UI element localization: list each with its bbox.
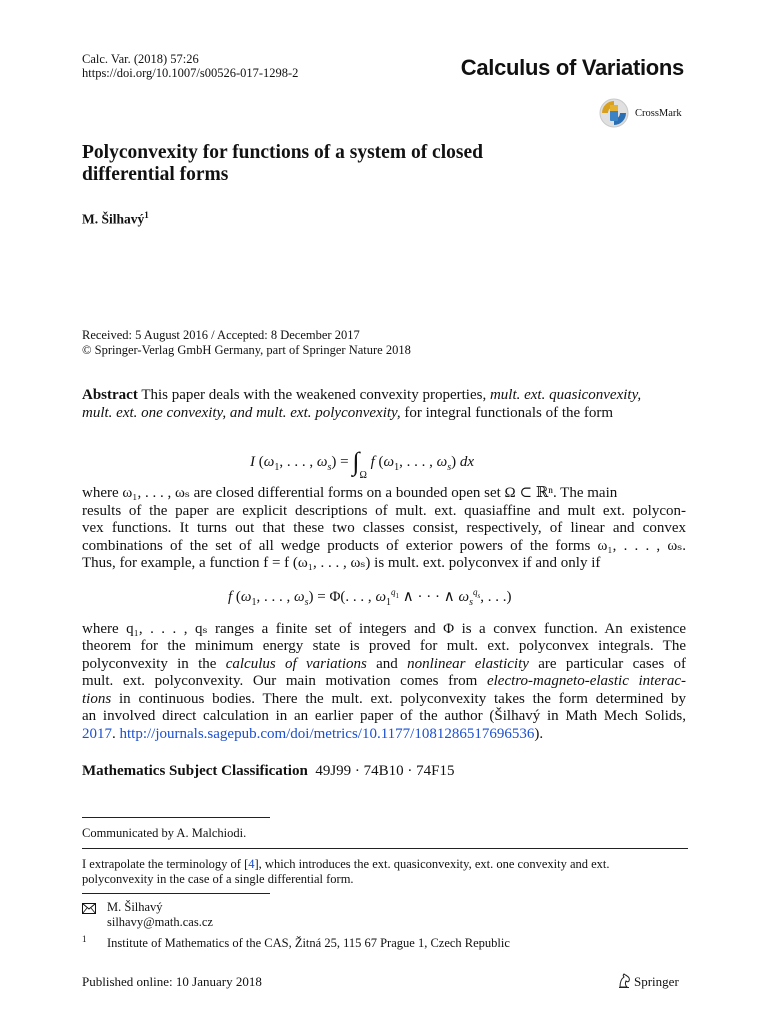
doi-link[interactable]: https://doi.org/10.1007/s00526-017-1298-2 [82,66,299,80]
affiliation-text: Institute of Mathematics of the CAS, Žitná 25, 115 67 Prague 1, Czech Republic [107,936,510,950]
abstract-p2-l2: results of the paper are explicit descriptions of mult. ext. quasiaffine and mult ext. polycon- [82,503,686,519]
terminology-note-l2: polyconvexity in the case of a single differential form. [82,872,354,886]
springer-horse-icon [617,973,632,989]
paper-title-line2: differential forms [82,164,229,185]
citation-year-link[interactable]: 2017 [82,726,112,742]
author-name [82,210,149,228]
communicated-by: Communicated by A. Malchiodi. [82,826,247,840]
abstract-p2-l1: where ω₁, . . . , ωₛ are closed differential forms on a bounded open set Ω ⊂ ℝⁿ. The main [82,485,618,501]
contact-rule [82,893,270,894]
abstract-p3-l7: 2017. http://journals.sagepub.com/doi/metrics/10.1177/1081286517696536). [82,726,544,742]
published-online-date: Published online: 10 January 2018 [82,974,262,989]
received-dates: Received: 5 August 2016 / Accepted: 8 December 2017 [82,328,360,342]
abstract-p3-l1: where q₁, . . . , qₛ ranges a finite set of integers and Φ is a convex function. An existence [82,621,686,637]
msc-label: Mathematics Subject Classification [82,763,308,779]
springer-logo-text: Springer [634,974,679,989]
abstract-text: for integral functionals of the form [404,405,614,421]
equation-functional: I ($\omega_1$, . . . , $\omega_s) = \int_\Omega$ f ($\omega_1$, . . . , $\omega_s$) dx [250,447,475,481]
contact-email[interactable]: silhavy@math.cas.cz [107,915,213,929]
journal-citation: Calc. Var. (2018) 57:26 [82,52,199,66]
terminology-note-l1: I extrapolate the terminology of [4], which introduces the ext. quasiconvexity, ext. one convexity and ext. [82,857,610,871]
footnote-rule-full [82,848,688,849]
contact-name: M. Šilhavý [107,900,163,914]
abstract-p3-l3: polyconvexity in the calculus of variations and nonlinear elasticity are particular cases of [82,656,687,672]
abstract-p2-l3: vex functions. It turns out that these two classes consist, respectively, of linear and convex [82,520,686,536]
footnote-rule [82,817,270,818]
affiliation-number: 1 [82,934,87,944]
abstract-line1 [82,387,686,405]
abstract-text: This paper deals with the weakened convexity properties, [141,387,487,403]
abstract-p2-l5: Thus, for example, a function f = f (ω₁, . . . , ωₛ) is mult. ext. polyconvex if and only if [82,555,601,571]
reference-link[interactable]: 4 [248,857,255,871]
abstract-label: Abstract [82,387,138,403]
copyright-notice: © Springer-Verlag GmbH Germany, part of Springer Nature 2018 [82,343,411,357]
abstract-emph: mult. ext. one convexity, and mult. ext. polyconvexity, [82,405,401,421]
equation-polyconvex: f ($\omega_1$, . . . , $\omega_s) = \Phi$(. . . , $\omega_1^{q_1}$ ∧ · · · ∧ $\omega_s^{q_s}$, . . .) [228,587,512,608]
abstract-p3-l4: mult. ext. polyconvexity. Our main motivation comes from electro-magneto-elastic interac- [82,673,686,689]
journal-name: Calculus of Variations [460,55,684,80]
envelope-icon [82,901,96,912]
crossmark-icon[interactable] [597,98,633,128]
abstract-emph: mult. ext. quasiconvexity, [489,387,642,403]
msc-codes: 49J99 · 74B10 · 74F15 [315,763,455,779]
crossmark-label[interactable]: CrossMark [635,108,682,119]
abstract-p3-l5: tions in continuous bodies. There the mult. ext. polyconvexity takes the form determined by [82,691,687,707]
abstract-p3-l2: theorem for the minimum energy state is proved for mult. ext. polyconvex integrals. The [82,638,686,654]
paper-title-line1: Polyconvexity for functions of a system of closed [82,142,483,163]
author-text: M. Šilhavý [82,211,145,227]
author-affiliation-mark: 1 [144,210,149,220]
abstract-p2-l4: combinations of the set of all wedge products of exterior powers of the forms ω₁, . . . , ωₛ. [82,538,686,554]
sagepub-url-link[interactable]: http://journals.sagepub.com/doi/metrics/10.1177/1081286517696536 [119,726,535,742]
abstract-line2 [82,405,686,423]
msc-line [82,763,455,781]
abstract-p3-l6: an involved direct calculation in an earlier paper of the author (Šilhavý in Math Mech Solids, [82,708,686,724]
